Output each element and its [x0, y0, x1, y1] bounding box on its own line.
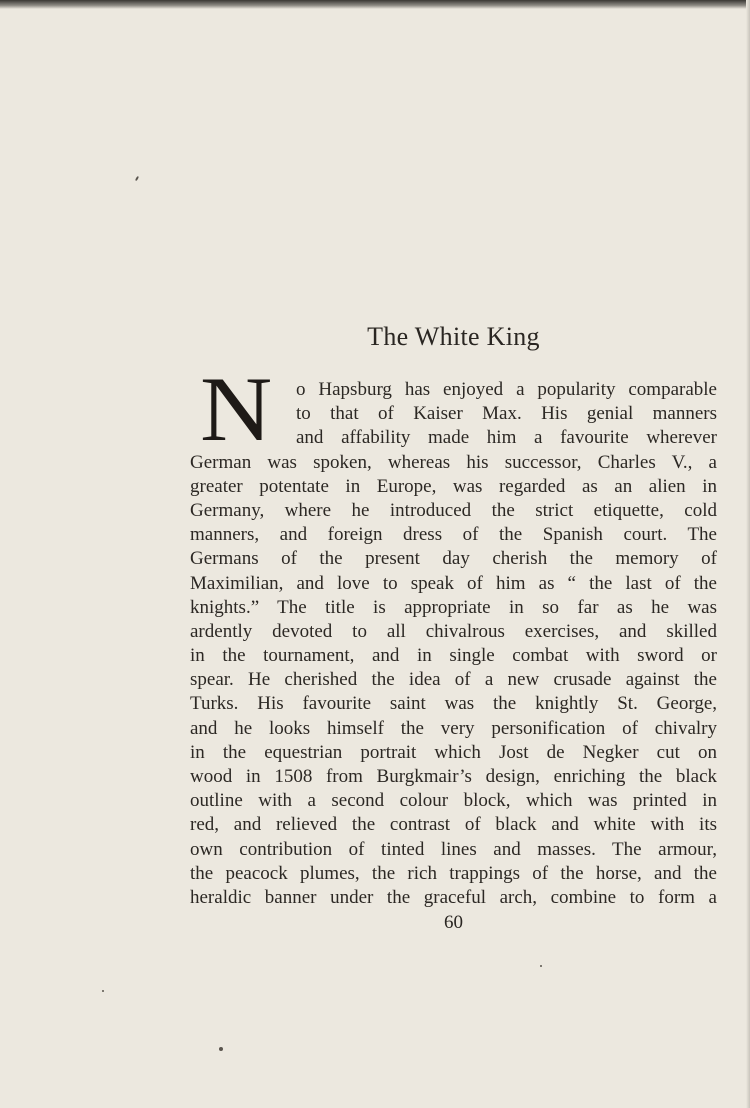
paper-speck: [135, 176, 139, 181]
text-line: greater potentate in Europe, was regarded as an alien in: [190, 475, 717, 497]
text-line: in the tournament, and in single combat with sword or: [190, 645, 717, 667]
text-line: Germany, where he introduced the strict etiquette, cold: [190, 499, 717, 521]
body-paragraph: [190, 378, 717, 910]
text-line: wood in 1508 from Burgkmair’s design, enriching the black: [190, 766, 717, 787]
text-line: own contribution of tinted lines and masses. The armour,: [190, 838, 717, 860]
text-line: o Hapsburg has enjoyed a popularity comparable: [296, 379, 717, 400]
text-line: to that of Kaiser Max. His genial manners: [296, 403, 717, 425]
text-line: red, and relieved the contrast of black and white with its: [190, 814, 717, 836]
text-line: Maximilian, and love to speak of him as “ the last of the: [190, 572, 717, 594]
text-line: manners, and foreign dress of the Spanish court. The: [190, 524, 717, 546]
text-line: and affability made him a favourite wherever: [296, 427, 717, 449]
paper-speck: [102, 990, 104, 992]
text-line: and he looks himself the very personification of chivalry: [190, 717, 717, 739]
text-line: knights.” The title is appropriate in so far as he was: [190, 596, 717, 618]
text-line: the peacock plumes, the rich trappings of the horse, and the: [190, 862, 717, 884]
text-line: heraldic banner under the graceful arch, combine to form a: [190, 886, 717, 908]
text-line: German was spoken, whereas his successor, Charles V., a: [190, 451, 717, 473]
chapter-title: The White King: [367, 322, 540, 351]
page-number: 60: [444, 912, 463, 933]
text-line: Turks. His favourite saint was the knightly St. George,: [190, 693, 717, 715]
page-top-edge: [0, 0, 750, 9]
text-line: in the equestrian portrait which Jost de Negker cut on: [190, 741, 717, 763]
drop-cap: N: [200, 358, 273, 461]
text-line: outline with a second colour block, which was printed in: [190, 790, 717, 812]
text-line: spear. He cherished the idea of a new crusade against the: [190, 669, 717, 691]
text-line: Germans of the present day cherish the memory of: [190, 548, 717, 570]
paper-speck: [540, 965, 542, 967]
paper-speck: [219, 1047, 223, 1051]
text-line: ardently devoted to all chivalrous exercises, and skilled: [190, 620, 717, 642]
page-right-edge: [746, 0, 750, 1108]
